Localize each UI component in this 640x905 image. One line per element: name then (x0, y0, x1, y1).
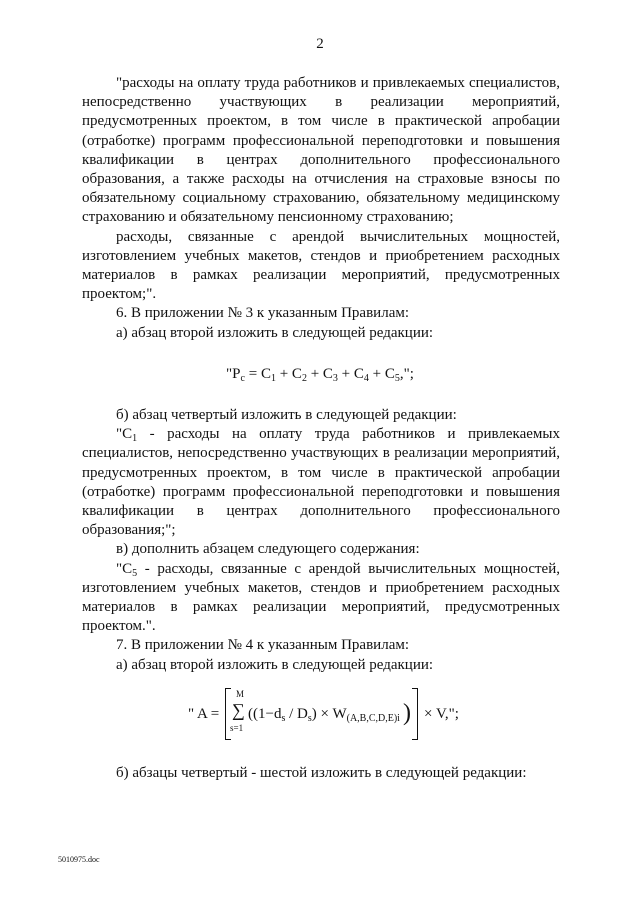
formula-a (188, 682, 488, 746)
sum-upper-limit: M (236, 689, 245, 699)
formula-text: / D (285, 706, 308, 722)
paragraph-text: "C (116, 426, 133, 443)
text-block-1 (82, 74, 560, 343)
text-block-3 (82, 764, 560, 783)
close-paren: ) (403, 700, 411, 726)
formula-text: + (306, 366, 323, 382)
formula-text: P (232, 366, 241, 382)
paragraph: 6. В приложении № 3 к указанным Правилам: (116, 305, 410, 322)
paragraph: а) абзац второй изложить в следующей редакции: (116, 324, 434, 341)
formula-subscript: (A,B,C,D,E)i (346, 713, 400, 724)
sum-lower-limit: s=1 (230, 723, 244, 733)
formula-subscript: 1 (270, 373, 276, 384)
formula-subscript: 4 (363, 373, 369, 384)
paragraph-text: - расходы на оплату труда работников и привлекаемых специалистов, непосредственно участвующих в реализации мероприятий, предусмотренных проектом, в том числе в практической апробации (отработке) программ профессиональной переподготовки и повышения квалификации в центрах дополнительного профессионального образования;"; (82, 426, 560, 539)
formula-text: " A = (188, 706, 220, 722)
formula-text: C (291, 366, 302, 382)
sigma-symbol: ∑ (232, 700, 245, 720)
paragraph-text: "C (116, 560, 133, 577)
paragraph: "расходы на оплату труда работников и привлекаемых специалистов, непосредственно участвующих в реализации мероприятий, предусмотренных проектом, в том числе в практической апробации (отработке) программ профессиональной переподготовки и повышения квалификации в центрах дополнительного профессионального образования, а также расходы на отчисления на страховые взносы по обязательному социальному страхованию, обязательному медицинскому страхованию и обязательному пенсионному страхованию; (82, 75, 560, 226)
formula-subscript: c (240, 373, 245, 384)
formula-subscript: 5 (394, 373, 400, 384)
formula-subscript: s (307, 713, 312, 724)
paragraph: расходы, связанные с арендой вычислительных мощностей, изготовлением учебных макетов, стендов и приобретением расходных материалов в рамках реализации мероприятий, предусмотренных проектом;". (82, 228, 560, 303)
formula-text: = (244, 366, 261, 382)
paragraph: б) абзацы четвертый - шестой изложить в следующей редакции: (116, 765, 527, 781)
paragraph: в) дополнить абзацем следующего содержания: (116, 541, 420, 558)
paragraph-text: - расходы, связанные с арендой вычислительных мощностей, изготовлением учебных макетов, стендов и приобретением расходных материалов в рамках реализации мероприятий, предусмотренных проектом.". (82, 560, 560, 635)
formula-text: ,"; (399, 366, 414, 382)
formula-subscript: 3 (332, 373, 338, 384)
formula-text: × V,"; (424, 706, 459, 722)
formula-text: ) × W (311, 706, 347, 722)
file-name-footer: 5010975.doc (58, 855, 100, 864)
paragraph: 7. В приложении № 4 к указанным Правилам: (116, 637, 410, 654)
paragraph: б) абзац четвертый изложить в следующей редакции: (116, 407, 457, 423)
formula-text: C (322, 366, 333, 382)
formula-text: " (226, 366, 233, 382)
formula-text: C (260, 366, 271, 382)
formula-text: ((1−d (248, 706, 282, 722)
formula-text: + (337, 366, 354, 382)
formula-text: + (368, 366, 385, 382)
paragraph-subscript: 5 (132, 567, 138, 579)
formula-body (248, 706, 400, 723)
formula-subscript: 2 (301, 373, 307, 384)
text-block-2 (82, 406, 560, 675)
formula-text: C (384, 366, 395, 382)
formula-text: C (353, 366, 364, 382)
right-bracket (412, 688, 418, 740)
paragraph-c5 (82, 560, 560, 637)
paragraph: а) абзац второй изложить в следующей редакции: (116, 656, 434, 673)
page-number: 2 (316, 36, 324, 52)
formula-subscript: s (281, 713, 286, 724)
paragraph-subscript: 1 (132, 433, 138, 445)
formula-text: + (275, 366, 292, 382)
formula-pc (0, 366, 640, 383)
paragraph-c1 (82, 425, 560, 540)
